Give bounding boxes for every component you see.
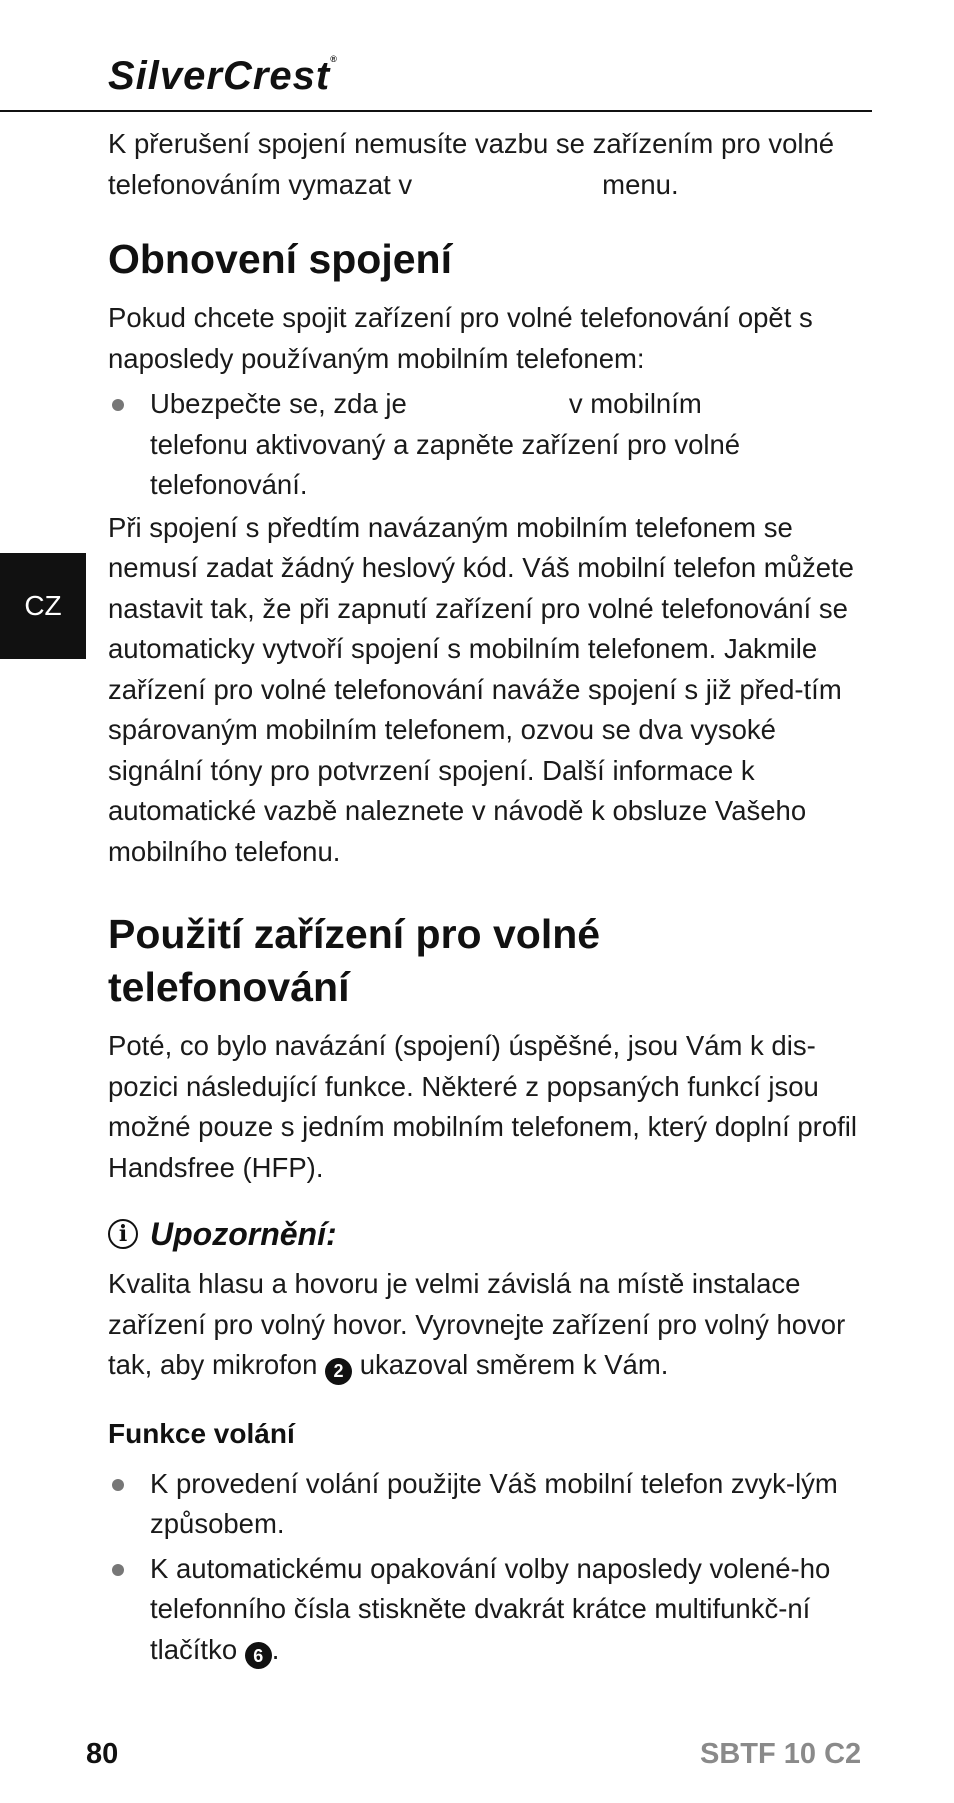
brand-logo: SilverCrest® xyxy=(108,54,338,98)
marker-6-icon: 6 xyxy=(245,1642,272,1669)
note-heading: i Upozornění: xyxy=(108,1210,860,1258)
marker-2-icon: 2 xyxy=(325,1358,352,1385)
info-icon: i xyxy=(108,1219,138,1249)
page-content xyxy=(108,124,860,1670)
reconnect-list xyxy=(108,384,860,506)
bullet-icon xyxy=(112,1564,124,1576)
bullet-icon xyxy=(112,1479,124,1491)
calls-heading: Funkce volání xyxy=(108,1417,295,1449)
reconnect-intro: Pokud chcete spojit zařízení pro volné telefonování opět s naposledy používaným mobilním telefonem: xyxy=(108,302,813,374)
page-number: 80 xyxy=(86,1738,119,1770)
header-rule xyxy=(0,110,872,112)
section-title-reconnect: Obnovení spojení xyxy=(108,236,452,282)
model-number: SBTF 10 C2 xyxy=(700,1738,862,1770)
list-item: Ubezpečte se, zda je v mobilním telefonu aktivovaný a zapněte zařízení pro volné telefonování. xyxy=(108,384,860,506)
calls-list xyxy=(108,1464,860,1671)
bullet-icon xyxy=(112,399,124,411)
usage-text: Poté, co bylo navázání (spojení) úspěšné, jsou Vám k dis-pozici následující funkce. Některé z popsaných funkcí jsou možné pouze s jedním mobilním telefonem, který doplní profil Handsfree (HFP). xyxy=(108,1030,857,1183)
language-tab: CZ xyxy=(0,553,86,659)
note-text: Kvalita hlasu a hovoru je velmi závislá na místě instalace zařízení pro volný hovor. Vyrovnejte zařízení pro volný hovor tak, aby mikrofon 2 ukazoval směrem k Vám. xyxy=(108,1264,860,1386)
reconnect-details: Při spojení s předtím navázaným mobilním telefonem se nemusí zadat žádný heslový kód. Váš mobilní telefon můžete nastavit tak, že při zapnutí zařízení pro volné telefonování se automaticky vytvoří spojení s mobilním telefonem. Jakmile zařízení pro volné telefonování naváže spojení s již před-tím spárovaným mobilním telefonem, ozvou se dva vysoké signální tóny pro potvrzení spojení. Další informace k automatické vazbě naleznete v návodě k obsluze Vašeho mobilního telefonu. xyxy=(108,511,854,867)
list-item: K provedení volání použijte Váš mobilní telefon zvyk-lým způsobem. xyxy=(108,1464,860,1545)
intro-text: K přerušení spojení nemusíte vazbu se zařízením pro volné telefonováním vymazat v menu. xyxy=(108,128,835,200)
list-item: K automatickému opakování volby naposledy volené-ho telefonního čísla stiskněte dvakrát krátce multifunkč-ní tlačítko 6 . xyxy=(108,1549,860,1671)
section-title-usage: Použití zařízení pro volné telefonování xyxy=(108,911,601,1010)
